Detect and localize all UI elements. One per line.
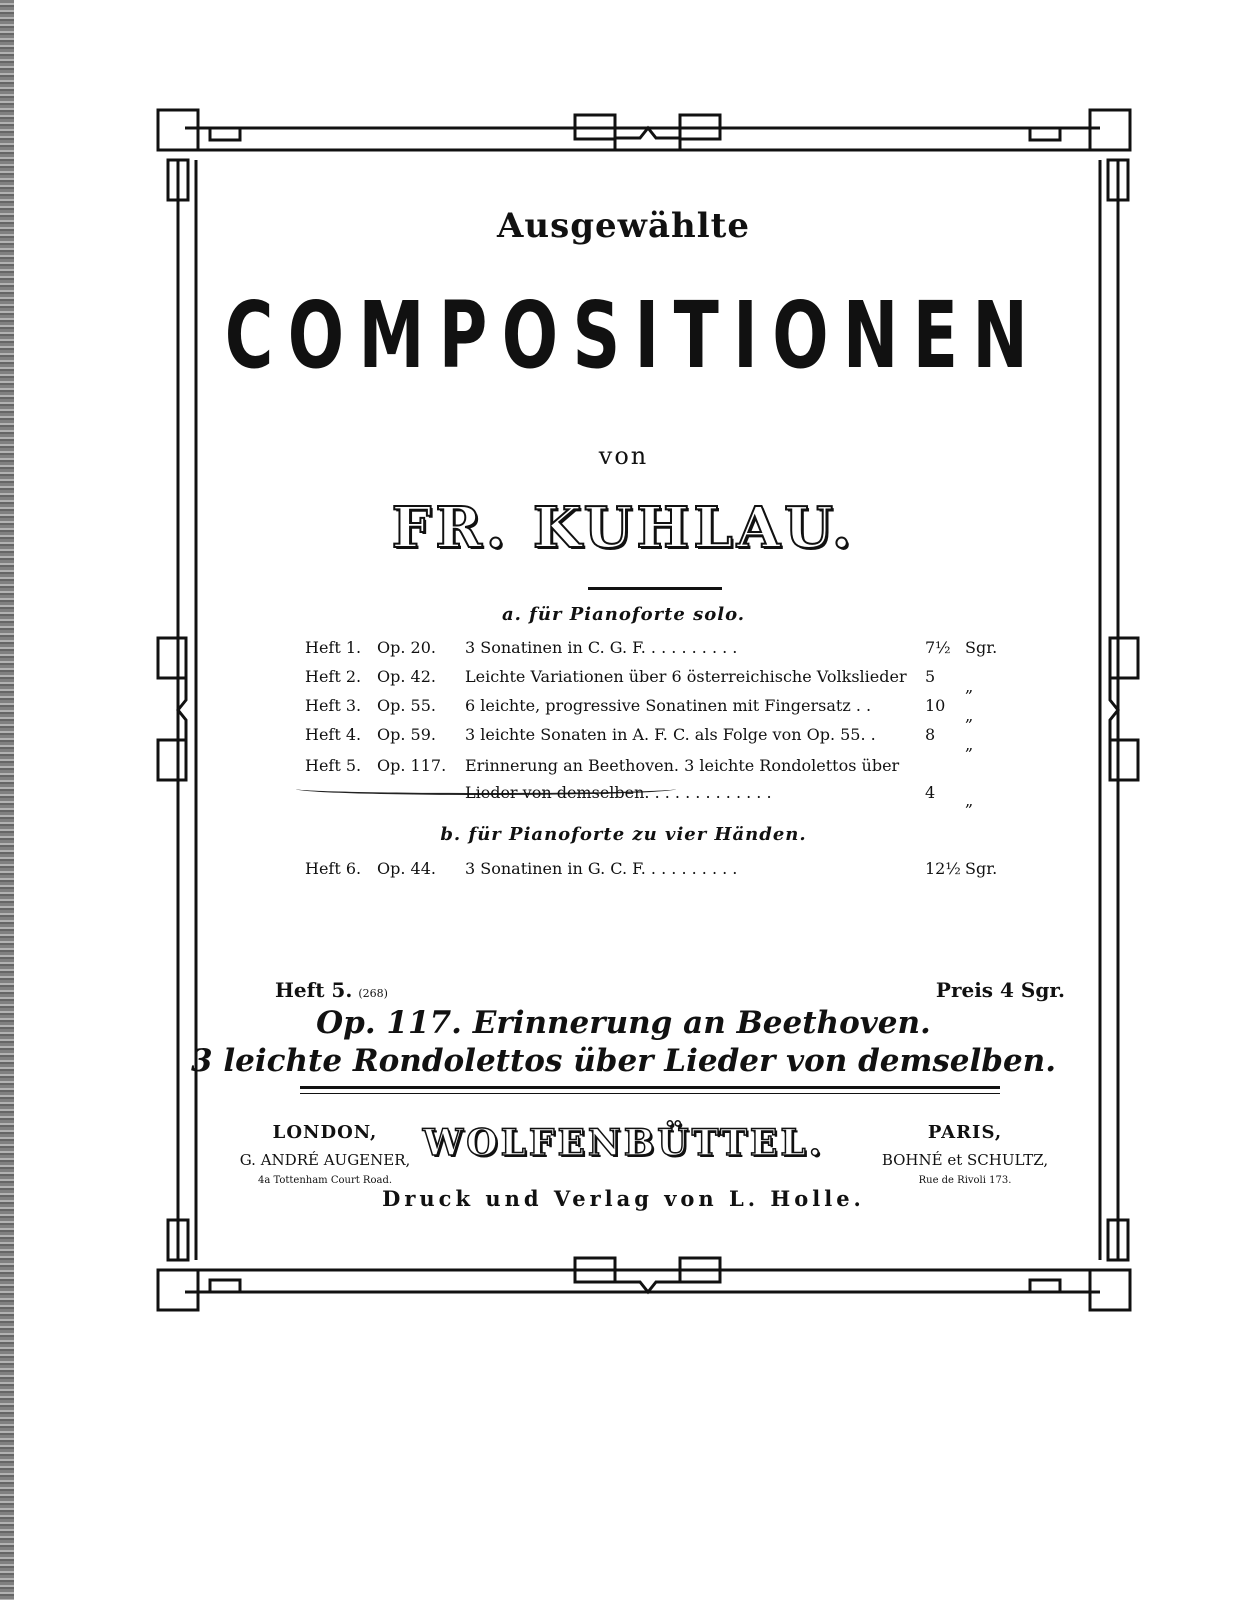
work-title-line1: Op. 117. Erinnerung an Beethoven. bbox=[316, 1005, 931, 1041]
title-von: von bbox=[598, 442, 649, 470]
price: 7½ bbox=[925, 638, 951, 657]
price: 5 bbox=[925, 667, 936, 686]
publisher-paris: BOHNÉ et SCHULTZ, bbox=[881, 1151, 1049, 1169]
opus-number: Op. 42. bbox=[377, 667, 436, 686]
opus-number: Op. 44. bbox=[377, 859, 436, 878]
imprint-rule-bottom bbox=[300, 1093, 1000, 1094]
address-london: 4a Tottenham Court Road. bbox=[257, 1175, 393, 1186]
heft-number: Heft 3. bbox=[305, 696, 362, 715]
price-unit: „ bbox=[965, 791, 974, 810]
printer-line: Druck und Verlag von L. Holle. bbox=[382, 1186, 865, 1211]
work-description: 6 leichte, progressive Sonatinen mit Fingersatz . . bbox=[465, 696, 872, 715]
section-heading-solo: a. für Pianoforte solo. bbox=[501, 604, 746, 625]
composer-name: FR. KUHLAU. bbox=[391, 495, 856, 561]
address-paris: Rue de Rivoli 173. bbox=[918, 1175, 1012, 1186]
opus-number: Op. 117. bbox=[377, 756, 447, 775]
publisher-london: G. ANDRÉ AUGENER, bbox=[239, 1151, 411, 1169]
work-description: 3 leichte Sonaten in A. F. C. als Folge von Op. 55. . bbox=[465, 725, 876, 744]
imprint-rule-top bbox=[300, 1086, 1000, 1089]
edition-heft bbox=[275, 978, 388, 1002]
price-unit: „ bbox=[965, 706, 974, 725]
work-description: 3 Sonatinen in G. C. F. . . . . . . . . . bbox=[465, 859, 738, 878]
price: 8 bbox=[925, 725, 936, 744]
opus-number: Op. 59. bbox=[377, 725, 436, 744]
imprint-paris bbox=[855, 1122, 1075, 1186]
heft-number: Heft 5. bbox=[305, 756, 362, 775]
opus-number: Op. 55. bbox=[377, 696, 436, 715]
edition-price: Preis 4 Sgr. bbox=[935, 978, 1065, 1002]
plate-number: (268) bbox=[358, 987, 388, 1000]
city-wolfenbuettel: WOLFENBÜTTEL. bbox=[422, 1122, 825, 1164]
title-divider bbox=[588, 587, 722, 590]
heft-number: Heft 6. bbox=[305, 859, 362, 878]
city-london: LONDON, bbox=[272, 1122, 378, 1143]
title-ausgewaehlte: Ausgewählte bbox=[497, 206, 750, 246]
work-description: Leichte Variationen über 6 österreichische Volkslieder bbox=[465, 667, 907, 686]
section-heading-four-hands: b. für Pianoforte zu vier Händen. bbox=[440, 824, 807, 845]
work-description: Lieder von demselben. . . . . . . . . . . . . bbox=[465, 783, 772, 802]
price-unit: Sgr. bbox=[965, 859, 998, 878]
price: 10 bbox=[925, 696, 946, 715]
price: 12½ bbox=[925, 859, 961, 878]
price-unit: Sgr. bbox=[965, 638, 998, 657]
price: 4 bbox=[925, 783, 936, 802]
city-paris: PARIS, bbox=[927, 1122, 1003, 1143]
price-unit: „ bbox=[965, 677, 974, 696]
work-title-line2: 3 leichte Rondolettos über Lieder von demselben. bbox=[190, 1043, 1057, 1079]
heft-number: Heft 2. bbox=[305, 667, 362, 686]
work-description: Erinnerung an Beethoven. 3 leichte Rondolettos über bbox=[465, 756, 900, 775]
opus-number: Op. 20. bbox=[377, 638, 436, 657]
heft-number: Heft 1. bbox=[305, 638, 362, 657]
price-unit: „ bbox=[965, 735, 974, 754]
title-compositionen: COMPOSITIONEN bbox=[224, 282, 1043, 389]
work-description: 3 Sonatinen in C. G. F. . . . . . . . . . bbox=[465, 638, 738, 657]
heft-number: Heft 4. bbox=[305, 725, 362, 744]
edition-heft-number: Heft 5. bbox=[275, 978, 353, 1002]
